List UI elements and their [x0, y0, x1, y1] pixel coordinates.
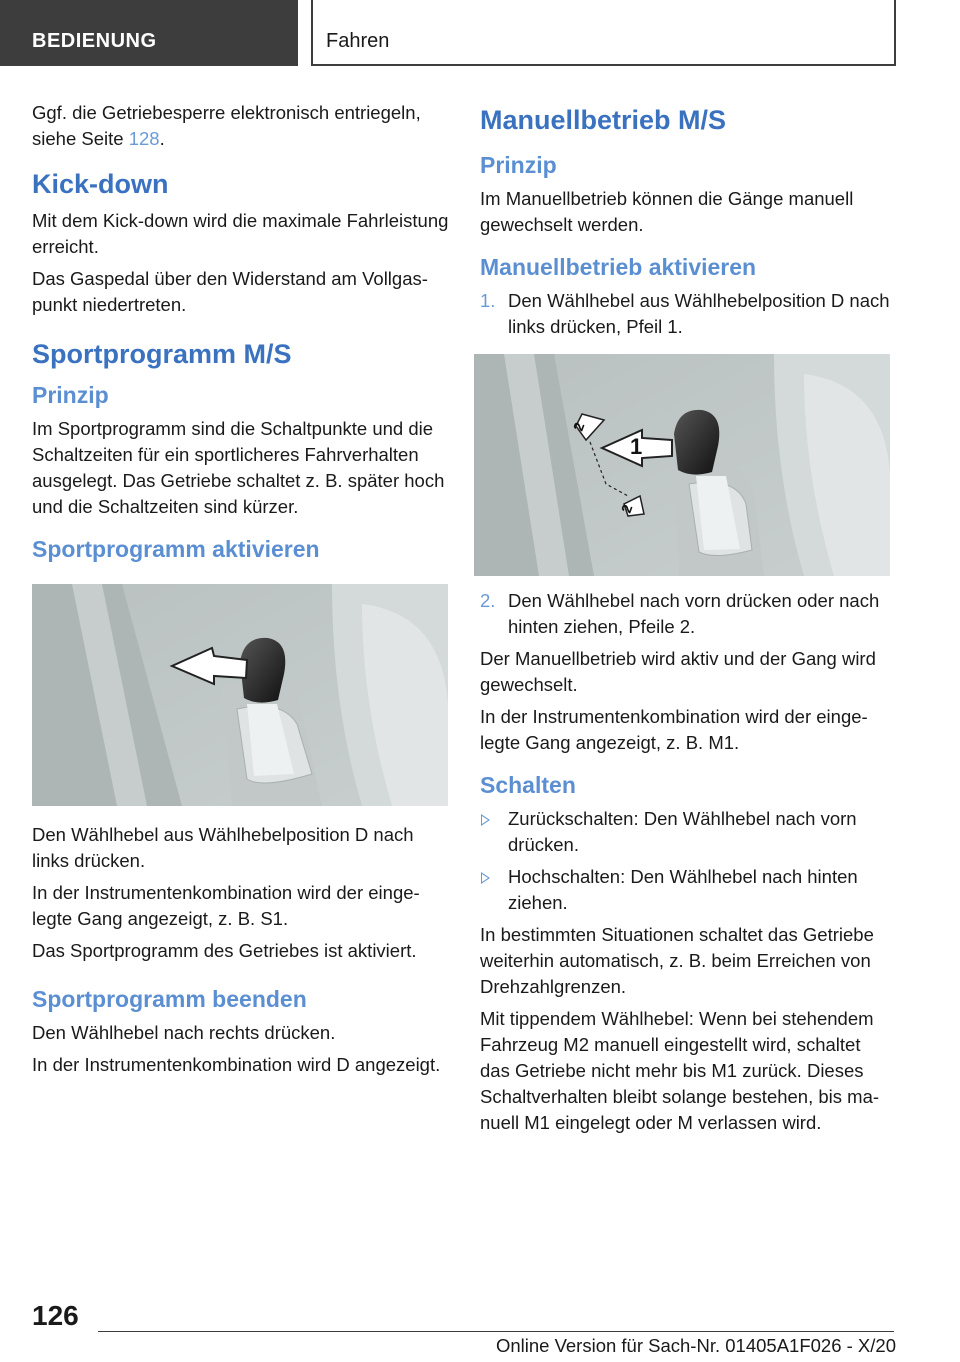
footer-online-version: Online Version für Sach-Nr. 01405A1F026 - X/20 — [495, 1335, 896, 1356]
step-number: 1. — [480, 290, 496, 311]
kickdown-heading: Kick-down — [32, 169, 169, 199]
chapter-label: Fahren — [311, 0, 896, 66]
manual-mode-heading: Manuellbetrieb M/S — [480, 105, 727, 135]
sport-end-paragraph-2: In der Instrumentenkombination wird D angezeigt. — [32, 1054, 441, 1075]
section-label: BEDIENUNG — [0, 0, 298, 66]
manual-steps-list-1 — [480, 288, 892, 340]
manual-steps-list-2 — [480, 588, 892, 640]
step-text: Den Wählhebel nach vorn drücken oder nach hinten ziehen, Pfeile 2. — [508, 590, 880, 637]
manual-after-paragraph-2: In der Instrumentenkombination wird der eingelegte Gang angezeigt, z. B. M1. — [480, 706, 868, 753]
step-number: 2. — [480, 590, 496, 611]
manual-principle-heading: Prinzip — [480, 152, 557, 178]
kickdown-paragraph-2: Das Gaspedal über den Widerstand am Vollgaspunkt niedertreten. — [32, 268, 428, 315]
arrow-2-label-bottom: 2 — [617, 502, 636, 516]
list-item — [480, 588, 892, 640]
manual-principle-paragraph: Im Manuellbetrieb können die Gänge manuell gewechselt werden. — [480, 188, 854, 235]
gear-lever-left-illustration — [32, 584, 448, 806]
list-item — [480, 806, 892, 858]
gear-lever-right-illustration — [474, 354, 890, 576]
sport-activate-paragraph-2: In der Instrumentenkombination wird der eingelegte Gang angezeigt, z. B. S1. — [32, 882, 420, 929]
sport-activate-paragraph-1: Den Wählhebel aus Wählhebelposition D nach links drücken. — [32, 824, 414, 871]
sport-activate-paragraph-3: Das Sportprogramm des Getriebes ist aktiviert. — [32, 940, 417, 961]
sport-end-paragraph-1: Den Wählhebel nach rechts drücken. — [32, 1022, 336, 1043]
footer-divider — [98, 1331, 894, 1332]
right-column — [480, 100, 892, 1142]
step-text: Den Wählhebel aus Wählhebelposition D nach links drücken, Pfeil 1. — [508, 290, 890, 337]
shift-paragraph-2: Mit tippendem Wählhebel: Wenn bei stehendem Fahrzeug M2 manuell eingestellt wird, schaltet das Getriebe nicht mehr bis M1 zurück. Dieses Schaltverhalten bleibt solange bestehen, bis manuell M1 eingelegt oder M verlassen wird. — [480, 1008, 880, 1133]
page-header — [0, 0, 960, 66]
left-column — [32, 100, 450, 1084]
shift-bullet-list — [480, 806, 892, 916]
list-item — [480, 864, 892, 916]
page-reference-link[interactable]: 128 — [128, 128, 160, 149]
page-number: 126 — [32, 1300, 79, 1331]
intro-paragraph: Ggf. die Getriebesperre elektronisch entriegeln, siehe Seite 128. — [32, 102, 421, 149]
sport-activate-heading: Sportprogramm aktivieren — [32, 536, 320, 562]
triangle-bullet-icon — [481, 814, 490, 826]
manual-activate-heading: Manuellbetrieb aktivieren — [480, 254, 757, 280]
sport-end-heading: Sportprogramm beenden — [32, 986, 307, 1012]
arrow-2-label-top: 2 — [569, 420, 588, 434]
arrow-1-label: 1 — [630, 434, 643, 459]
sport-program-heading: Sportprogramm M/S — [32, 339, 292, 369]
kickdown-paragraph-1: Mit dem Kick-down wird die maximale Fahrleistung erreicht. — [32, 210, 449, 257]
list-item — [480, 288, 892, 340]
sport-principle-heading: Prinzip — [32, 382, 109, 408]
sport-principle-paragraph: Im Sportprogramm sind die Schaltpunkte und die Schaltzeiten für ein sportlicheres Fahrverhalten ausgelegt. Das Getriebe schaltet z. B. später hoch und die Schaltzeiten sind kürzer. — [32, 418, 445, 517]
manual-after-paragraph-1: Der Manuellbetrieb wird aktiv und der Gang wird gewechselt. — [480, 648, 876, 695]
bullet-text: Zurückschalten: Den Wählhebel nach vorn drücken. — [508, 808, 857, 855]
shift-paragraph-1: In bestimmten Situationen schaltet das Getriebe weiterhin automatisch, z. B. beim Erreichen von Drehzahlgrenzen. — [480, 924, 874, 997]
triangle-bullet-icon — [481, 872, 490, 884]
shift-heading: Schalten — [480, 772, 576, 798]
bullet-text: Hochschalten: Den Wählhebel nach hinten ziehen. — [508, 866, 858, 913]
